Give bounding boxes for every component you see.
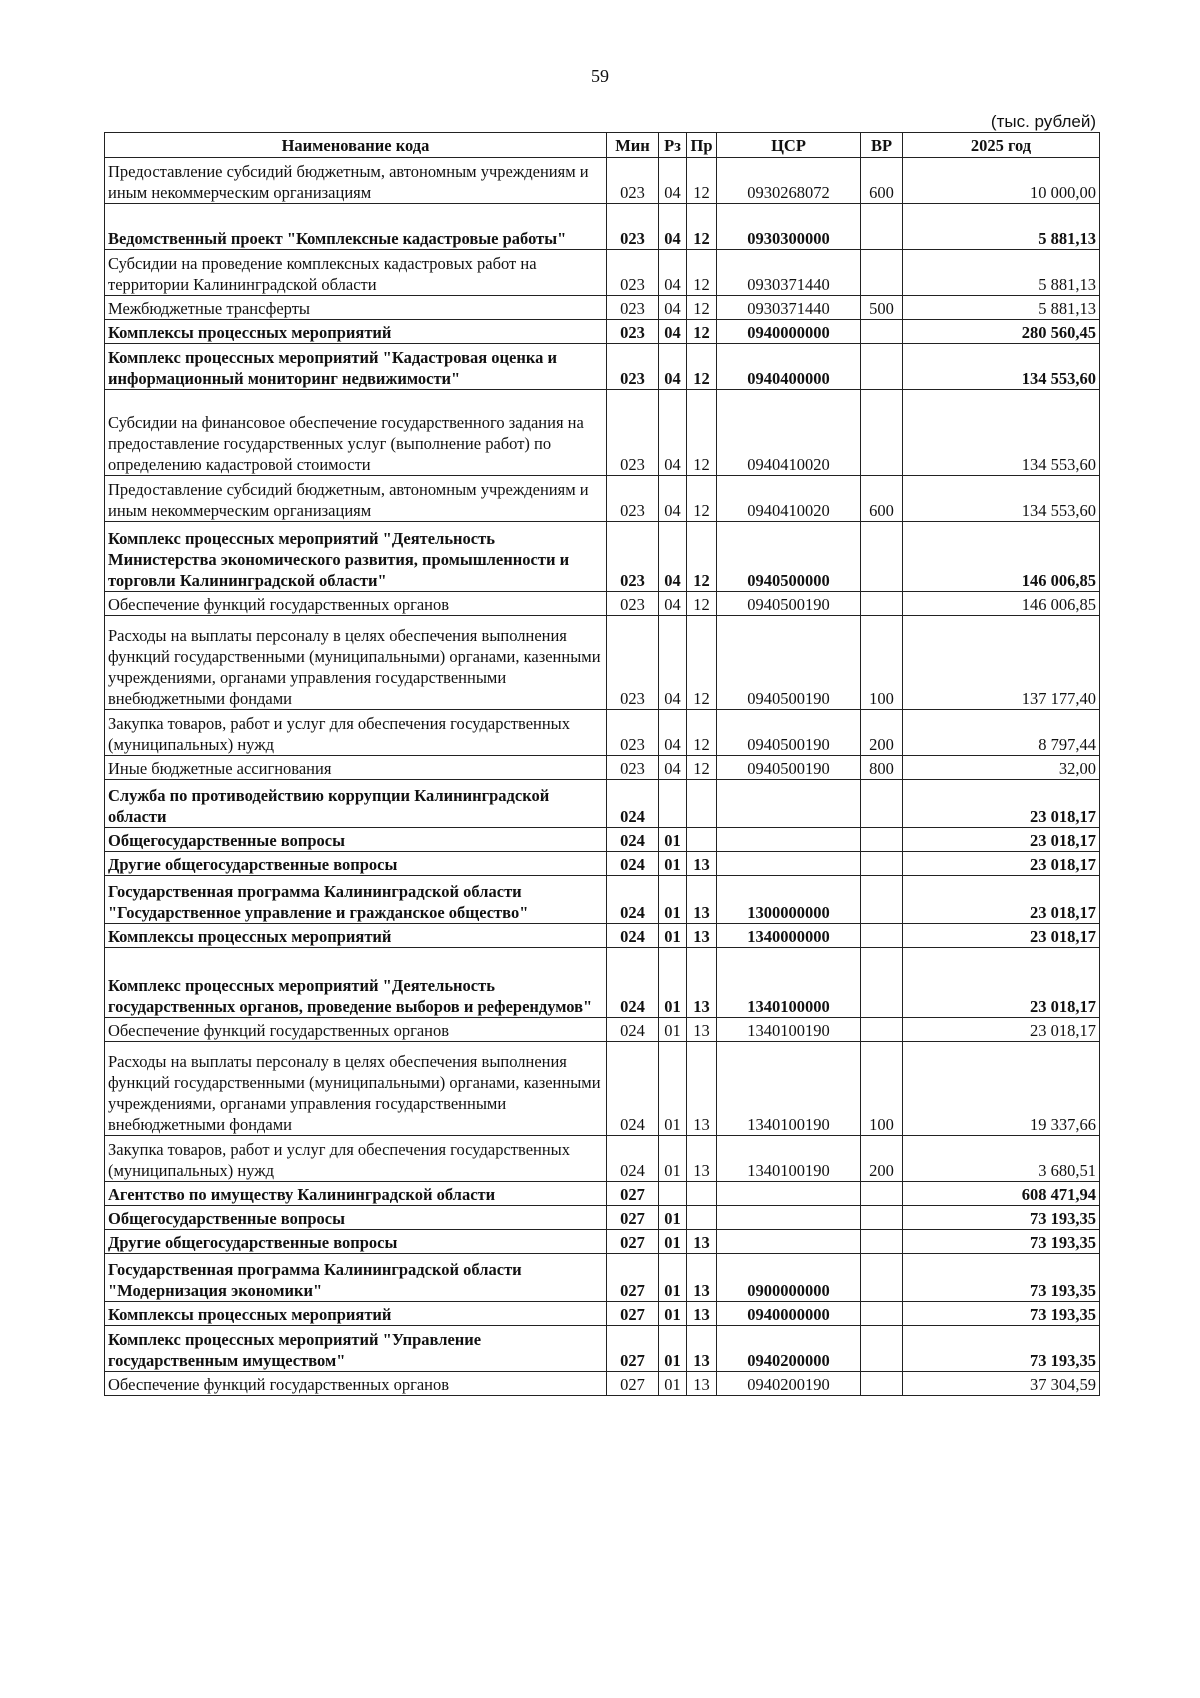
row-pr: 12 (687, 158, 717, 204)
row-csr: 1340100190 (717, 1042, 861, 1136)
row-csr: 0940000000 (717, 320, 861, 344)
row-amount: 73 193,35 (903, 1326, 1100, 1372)
row-name: Обеспечение функций государственных органов (105, 592, 607, 616)
row-amount: 19 337,66 (903, 1042, 1100, 1136)
row-name: Закупка товаров, работ и услуг для обеспечения государственных (муниципальных) нужд (105, 1136, 607, 1182)
row-pr: 13 (687, 1136, 717, 1182)
row-min: 027 (607, 1206, 659, 1230)
row-pr: 12 (687, 522, 717, 592)
row-min: 027 (607, 1302, 659, 1326)
row-rz: 04 (659, 592, 687, 616)
units-label: (тыс. рублей) (990, 112, 1096, 131)
row-pr: 13 (687, 1372, 717, 1396)
row-csr: 0940500000 (717, 522, 861, 592)
table-row (105, 756, 1100, 780)
row-min: 024 (607, 876, 659, 924)
row-vr: 200 (861, 710, 903, 756)
row-amount: 5 881,13 (903, 296, 1100, 320)
row-rz: 01 (659, 924, 687, 948)
row-amount: 23 018,17 (903, 924, 1100, 948)
header-csr: ЦСР (717, 133, 861, 158)
row-rz: 01 (659, 1206, 687, 1230)
table-row (105, 828, 1100, 852)
row-csr: 1300000000 (717, 876, 861, 924)
row-rz: 01 (659, 1018, 687, 1042)
row-csr: 0940410020 (717, 390, 861, 476)
row-min: 027 (607, 1254, 659, 1302)
row-amount: 134 553,60 (903, 476, 1100, 522)
table-row (105, 158, 1100, 204)
row-pr: 12 (687, 592, 717, 616)
row-min: 023 (607, 204, 659, 250)
row-vr (861, 948, 903, 1018)
row-pr: 13 (687, 1326, 717, 1372)
row-csr: 0940500190 (717, 756, 861, 780)
row-name: Иные бюджетные ассигнования (105, 756, 607, 780)
table-row (105, 780, 1100, 828)
row-pr: 13 (687, 1254, 717, 1302)
row-rz: 04 (659, 616, 687, 710)
row-min: 023 (607, 320, 659, 344)
row-vr (861, 1302, 903, 1326)
row-vr: 800 (861, 756, 903, 780)
row-amount: 23 018,17 (903, 876, 1100, 924)
row-rz: 04 (659, 756, 687, 780)
row-rz: 04 (659, 250, 687, 296)
table-row (105, 296, 1100, 320)
table-row (105, 592, 1100, 616)
row-rz: 01 (659, 1136, 687, 1182)
row-name: Закупка товаров, работ и услуг для обеспечения государственных (муниципальных) нужд (105, 710, 607, 756)
row-min: 027 (607, 1182, 659, 1206)
table-row (105, 320, 1100, 344)
row-name: Субсидии на проведение комплексных кадастровых работ на территории Калининградской области (105, 250, 607, 296)
row-vr (861, 1018, 903, 1042)
page-number: 59 (591, 66, 609, 86)
row-name: Комплексы процессных мероприятий (105, 1302, 607, 1326)
row-amount: 73 193,35 (903, 1302, 1100, 1326)
row-amount: 8 797,44 (903, 710, 1100, 756)
row-csr: 0940000000 (717, 1302, 861, 1326)
row-name: Комплекс процессных мероприятий "Управление государственным имуществом" (105, 1326, 607, 1372)
row-rz (659, 780, 687, 828)
table-row (105, 1206, 1100, 1230)
row-vr (861, 320, 903, 344)
row-min: 023 (607, 522, 659, 592)
row-csr: 0940410020 (717, 476, 861, 522)
row-rz: 01 (659, 1042, 687, 1136)
row-rz: 01 (659, 828, 687, 852)
row-csr: 0940200000 (717, 1326, 861, 1372)
row-vr (861, 204, 903, 250)
row-csr: 0930268072 (717, 158, 861, 204)
row-min: 024 (607, 1018, 659, 1042)
row-name: Межбюджетные трансферты (105, 296, 607, 320)
row-csr (717, 852, 861, 876)
row-name: Комплексы процессных мероприятий (105, 320, 607, 344)
row-pr: 13 (687, 852, 717, 876)
row-name: Общегосударственные вопросы (105, 828, 607, 852)
row-vr (861, 1326, 903, 1372)
row-amount: 37 304,59 (903, 1372, 1100, 1396)
row-pr: 13 (687, 876, 717, 924)
row-vr: 100 (861, 616, 903, 710)
row-amount: 5 881,13 (903, 250, 1100, 296)
row-pr: 13 (687, 1302, 717, 1326)
table-row (105, 1042, 1100, 1136)
row-amount: 23 018,17 (903, 828, 1100, 852)
row-name: Служба по противодействию коррупции Калининградской области (105, 780, 607, 828)
row-pr: 12 (687, 250, 717, 296)
row-csr: 0930371440 (717, 296, 861, 320)
row-name: Другие общегосударственные вопросы (105, 852, 607, 876)
row-vr (861, 780, 903, 828)
row-name: Комплекс процессных мероприятий "Деятельность Министерства экономического развития, промышленности и торговли Калининградской области" (105, 522, 607, 592)
row-pr: 13 (687, 1018, 717, 1042)
row-csr (717, 780, 861, 828)
table-row (105, 1326, 1100, 1372)
row-vr (861, 592, 903, 616)
row-name: Предоставление субсидий бюджетным, автономным учреждениям и иным некоммерческим организациям (105, 476, 607, 522)
row-rz: 04 (659, 158, 687, 204)
row-amount: 73 193,35 (903, 1254, 1100, 1302)
budget-table (104, 132, 1100, 1396)
table-row (105, 204, 1100, 250)
row-vr: 500 (861, 296, 903, 320)
row-name: Агентство по имуществу Калининградской области (105, 1182, 607, 1206)
row-min: 024 (607, 924, 659, 948)
row-name: Государственная программа Калининградской области "Модернизация экономики" (105, 1254, 607, 1302)
row-name: Расходы на выплаты персоналу в целях обеспечения выполнения функций государственными (муниципальными) органами, казенными учреждениями, органами управления государственными внебюджетными фондами (105, 616, 607, 710)
row-name: Обеспечение функций государственных органов (105, 1372, 607, 1396)
row-rz: 04 (659, 320, 687, 344)
table-row (105, 390, 1100, 476)
row-min: 024 (607, 1042, 659, 1136)
row-rz: 01 (659, 1254, 687, 1302)
row-amount: 280 560,45 (903, 320, 1100, 344)
row-csr: 0940500190 (717, 710, 861, 756)
row-min: 023 (607, 476, 659, 522)
row-pr: 13 (687, 1042, 717, 1136)
row-amount: 73 193,35 (903, 1206, 1100, 1230)
row-min: 024 (607, 1136, 659, 1182)
row-min: 024 (607, 828, 659, 852)
row-amount: 134 553,60 (903, 344, 1100, 390)
table-row (105, 344, 1100, 390)
row-min: 023 (607, 250, 659, 296)
row-pr: 12 (687, 344, 717, 390)
row-vr (861, 924, 903, 948)
row-pr (687, 828, 717, 852)
row-rz: 01 (659, 852, 687, 876)
row-min: 023 (607, 344, 659, 390)
header-year: 2025 год (903, 133, 1100, 158)
table-row (105, 250, 1100, 296)
row-min: 023 (607, 592, 659, 616)
row-csr: 0940200190 (717, 1372, 861, 1396)
row-csr (717, 1230, 861, 1254)
header-pr: Пр (687, 133, 717, 158)
row-amount: 3 680,51 (903, 1136, 1100, 1182)
row-vr (861, 344, 903, 390)
row-vr (861, 1372, 903, 1396)
header-vr: ВР (861, 133, 903, 158)
table-row (105, 1136, 1100, 1182)
row-pr: 12 (687, 710, 717, 756)
row-name: Комплекс процессных мероприятий "Кадастровая оценка и информационный мониторинг недвижимости" (105, 344, 607, 390)
row-pr: 12 (687, 756, 717, 780)
row-rz: 01 (659, 1372, 687, 1396)
row-min: 023 (607, 158, 659, 204)
row-rz: 04 (659, 522, 687, 592)
row-vr: 200 (861, 1136, 903, 1182)
table-row (105, 616, 1100, 710)
row-pr (687, 780, 717, 828)
row-amount: 608 471,94 (903, 1182, 1100, 1206)
row-pr: 13 (687, 948, 717, 1018)
row-name: Предоставление субсидий бюджетным, автономным учреждениям и иным некоммерческим организациям (105, 158, 607, 204)
row-min: 023 (607, 710, 659, 756)
row-min: 027 (607, 1326, 659, 1372)
row-pr (687, 1182, 717, 1206)
row-pr: 13 (687, 924, 717, 948)
table-row (105, 476, 1100, 522)
row-min: 024 (607, 780, 659, 828)
row-rz (659, 1182, 687, 1206)
row-vr (861, 1254, 903, 1302)
row-amount: 146 006,85 (903, 522, 1100, 592)
row-amount: 137 177,40 (903, 616, 1100, 710)
table-row (105, 1230, 1100, 1254)
row-csr: 0940500190 (717, 592, 861, 616)
header-name: Наименование кода (105, 133, 607, 158)
header-min: Мин (607, 133, 659, 158)
table-row (105, 522, 1100, 592)
row-csr (717, 1182, 861, 1206)
row-rz: 01 (659, 948, 687, 1018)
header-rz: Рз (659, 133, 687, 158)
row-vr (861, 1230, 903, 1254)
row-rz: 01 (659, 876, 687, 924)
row-pr: 12 (687, 320, 717, 344)
row-name: Общегосударственные вопросы (105, 1206, 607, 1230)
table-row (105, 924, 1100, 948)
table-row (105, 1182, 1100, 1206)
row-pr: 12 (687, 476, 717, 522)
table-row (105, 1302, 1100, 1326)
row-amount: 10 000,00 (903, 158, 1100, 204)
row-rz: 04 (659, 476, 687, 522)
row-csr: 0940500190 (717, 616, 861, 710)
row-csr: 0940400000 (717, 344, 861, 390)
row-amount: 23 018,17 (903, 780, 1100, 828)
row-pr (687, 1206, 717, 1230)
row-rz: 04 (659, 296, 687, 320)
row-name: Другие общегосударственные вопросы (105, 1230, 607, 1254)
row-vr (861, 390, 903, 476)
row-rz: 01 (659, 1326, 687, 1372)
row-csr: 1340100000 (717, 948, 861, 1018)
row-vr (861, 250, 903, 296)
row-vr: 600 (861, 476, 903, 522)
row-min: 024 (607, 852, 659, 876)
row-min: 023 (607, 616, 659, 710)
row-csr (717, 1206, 861, 1230)
row-pr: 12 (687, 616, 717, 710)
row-vr: 100 (861, 1042, 903, 1136)
row-vr (861, 522, 903, 592)
row-name: Субсидии на финансовое обеспечение государственного задания на предоставление государственных услуг (выполнение работ) по определению кадастровой стоимости (105, 390, 607, 476)
table-row (105, 852, 1100, 876)
row-rz: 04 (659, 390, 687, 476)
header-row (105, 133, 1100, 158)
row-vr: 600 (861, 158, 903, 204)
row-amount: 23 018,17 (903, 852, 1100, 876)
row-name: Государственная программа Калининградской области "Государственное управление и гражданское общество" (105, 876, 607, 924)
row-amount: 23 018,17 (903, 948, 1100, 1018)
row-csr: 1340100190 (717, 1136, 861, 1182)
row-vr (861, 852, 903, 876)
row-vr (861, 1182, 903, 1206)
table-row (105, 876, 1100, 924)
row-amount: 32,00 (903, 756, 1100, 780)
table-row (105, 948, 1100, 1018)
row-csr (717, 828, 861, 852)
row-min: 027 (607, 1230, 659, 1254)
row-name: Ведомственный проект "Комплексные кадастровые работы" (105, 204, 607, 250)
row-min: 024 (607, 948, 659, 1018)
row-csr: 1340000000 (717, 924, 861, 948)
row-name: Обеспечение функций государственных органов (105, 1018, 607, 1042)
row-csr: 1340100190 (717, 1018, 861, 1042)
row-rz: 01 (659, 1302, 687, 1326)
row-rz: 04 (659, 710, 687, 756)
table-row (105, 1372, 1100, 1396)
row-min: 023 (607, 756, 659, 780)
row-amount: 73 193,35 (903, 1230, 1100, 1254)
row-name: Комплексы процессных мероприятий (105, 924, 607, 948)
row-amount: 23 018,17 (903, 1018, 1100, 1042)
row-pr: 12 (687, 390, 717, 476)
row-amount: 146 006,85 (903, 592, 1100, 616)
row-amount: 5 881,13 (903, 204, 1100, 250)
row-name: Комплекс процессных мероприятий "Деятельность государственных органов, проведение выборов и референдумов" (105, 948, 607, 1018)
table-row (105, 710, 1100, 756)
row-min: 023 (607, 296, 659, 320)
row-csr: 0930300000 (717, 204, 861, 250)
row-vr (861, 828, 903, 852)
row-pr: 12 (687, 204, 717, 250)
row-pr: 12 (687, 296, 717, 320)
row-min: 027 (607, 1372, 659, 1396)
row-vr (861, 876, 903, 924)
row-csr: 0900000000 (717, 1254, 861, 1302)
row-csr: 0930371440 (717, 250, 861, 296)
row-rz: 04 (659, 344, 687, 390)
table-row (105, 1018, 1100, 1042)
row-min: 023 (607, 390, 659, 476)
row-amount: 134 553,60 (903, 390, 1100, 476)
row-pr: 13 (687, 1230, 717, 1254)
row-rz: 04 (659, 204, 687, 250)
row-rz: 01 (659, 1230, 687, 1254)
row-vr (861, 1206, 903, 1230)
table-row (105, 1254, 1100, 1302)
row-name: Расходы на выплаты персоналу в целях обеспечения выполнения функций государственными (муниципальными) органами, казенными учреждениями, органами управления государственными внебюджетными фондами (105, 1042, 607, 1136)
